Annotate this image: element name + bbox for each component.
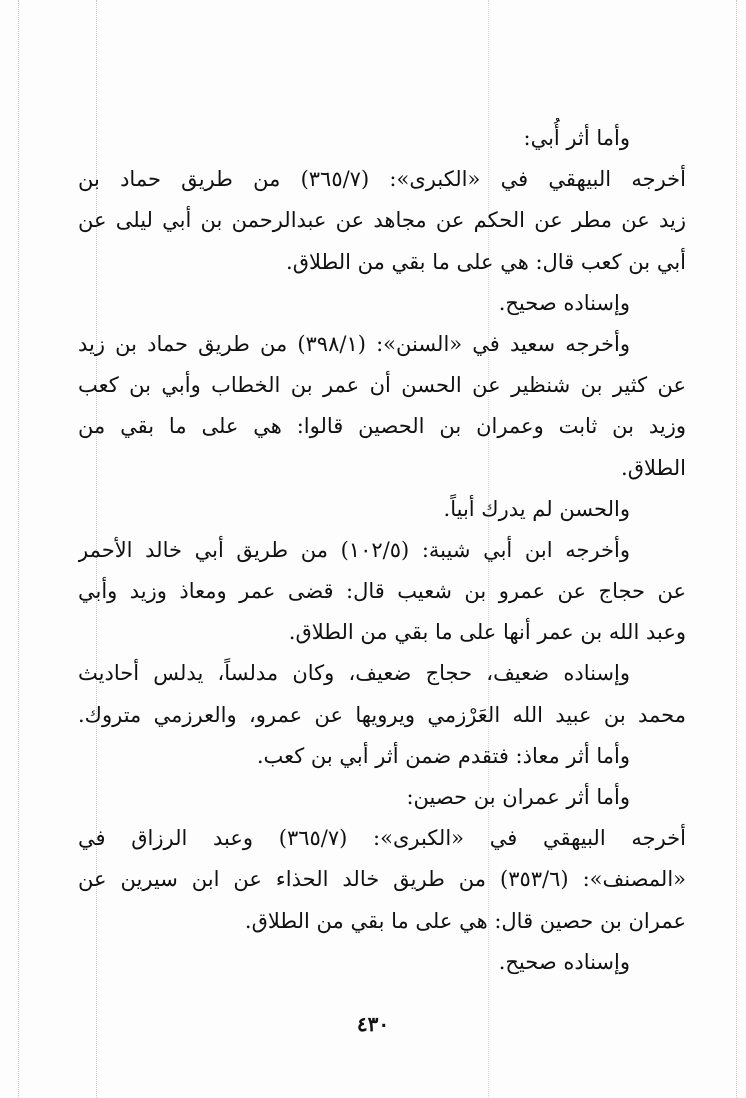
text-line: وأخرجه ابن أبي شيبة: (١٠٢/٥) من طريق أبي خالد الأحمر — [78, 537, 630, 562]
scan-edge-line — [18, 0, 19, 1098]
text-line: وإسناده صحيح. — [498, 949, 630, 974]
page-body-text — [78, 118, 686, 983]
scan-edge-line — [736, 0, 737, 1098]
text-line: أخرجه البيهقي في «الكبرى»: (٣٦٥/٧) من طريق حماد بن — [78, 167, 686, 192]
text-line: والحسن لم يدرك أبياً. — [443, 496, 630, 521]
text-line: وإسناده صحيح. — [498, 290, 630, 315]
text-line: عمران بن حصين قال: هي على ما بقي من الطلاق. — [244, 908, 686, 933]
text-line: وأخرجه سعيد في «السنن»: (٣٩٨/١) من طريق حماد بن زيد — [78, 331, 630, 356]
text-line: وعبد الله بن عمر أنها على ما بقي من الطلاق. — [288, 620, 686, 645]
text-line: عن كثير بن شنظير عن الحسن أن عمر بن الخطاب وأبي بن كعب — [78, 373, 686, 398]
text-line: الطلاق. — [621, 455, 686, 480]
text-line: وأما أثر أُبي: — [523, 126, 630, 150]
text-line: عن حجاج عن عمرو بن شعيب قال: قضى عمر ومعاذ وزيد وأبي — [78, 579, 686, 604]
page-number: ٤٣٠ — [356, 1012, 390, 1036]
text-line: أبي بن كعب قال: هي على ما بقي من الطلاق. — [286, 249, 686, 274]
text-line: وأما أثر معاذ: فتقدم ضمن أثر أبي بن كعب. — [256, 743, 630, 768]
text-line: محمد بن عبيد الله العَرْزمي ويرويها عن عمرو، والعرزمي متروك. — [78, 702, 686, 727]
text-line: وأما أثر عمران بن حصين: — [406, 785, 630, 809]
text-line: وإسناده ضعيف، حجاج ضعيف، وكان مدلساً، يدلس أحاديث — [78, 661, 630, 686]
text-line: «المصنف»: (٣٥٣/٦) من طريق خالد الحذاء عن ابن سيرين عن — [78, 867, 686, 892]
text-line: زيد عن مطر عن الحكم عن مجاهد عن عبدالرحمن بن أبي ليلى عن — [78, 208, 686, 233]
text-line: أخرجه البيهقي في «الكبرى»: (٣٦٥/٧) وعبد الرزاق في — [78, 826, 686, 851]
text-line: وزيد بن ثابت وعمران بن الحصين قالوا: هي على ما بقي من — [78, 414, 686, 439]
